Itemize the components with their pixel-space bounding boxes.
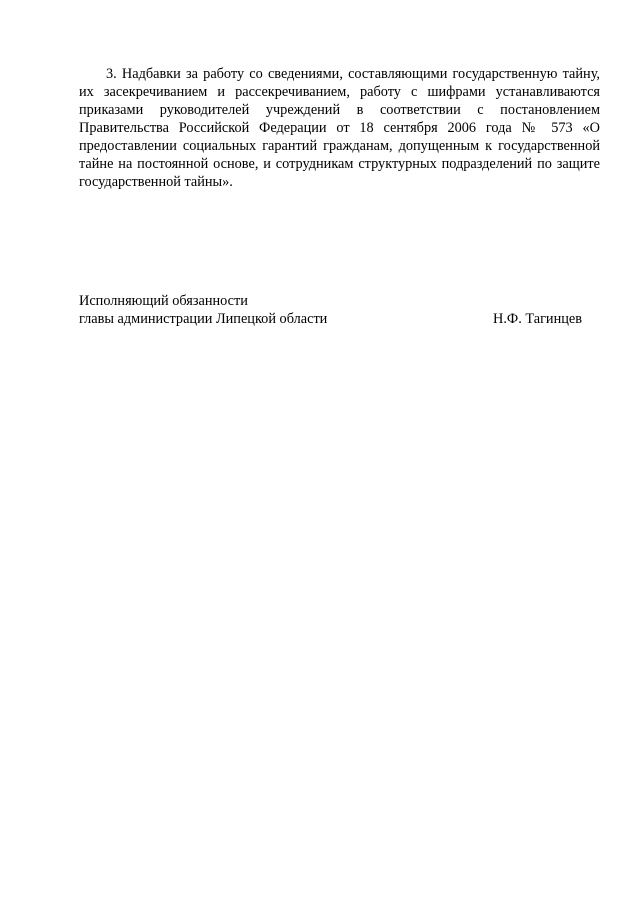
signature-position-line1: Исполняющий обязанности	[79, 293, 248, 309]
signature-name: Н.Ф. Тагинцев	[493, 311, 582, 327]
paragraph-3: 3. Надбавки за работу со сведениями, составляющими государственную тайну, их засекречиванием и рассекречиванием, работу с шифрами устанавливаются приказами руководителей учреждений в соответствии с постановлением Правительства Российской Федерации от 18 сентября 2006 года № 573 «О предоставлении социальных гарантий гражданам, допущенным к государственной тайне на постоянной основе, и сотрудникам структурных подразделений по защите государственной тайны».	[79, 66, 600, 190]
signature-position-line2: главы администрации Липецкой области	[79, 311, 328, 327]
